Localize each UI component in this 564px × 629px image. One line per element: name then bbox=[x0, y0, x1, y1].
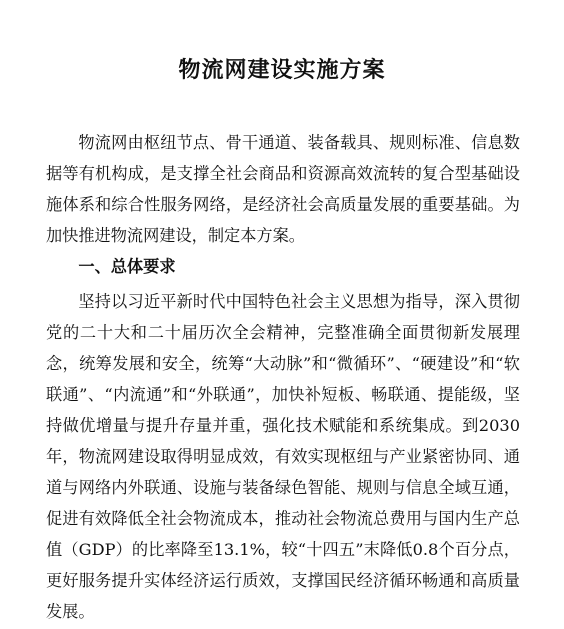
document-title: 物流网建设实施方案 bbox=[178, 58, 386, 83]
section-heading: 一、总体要求 bbox=[78, 257, 176, 276]
section-body-paragraph: 坚持以习近平新时代中国特色社会主义思想为指导，深入贯彻党的二十大和二十届历次全会精神，完整准确全面贯彻新发展理念，统筹发展和安全，统筹“大动脉”和“微循环”、“硬建设”和“软联通”、“内流通”和“外联通”，加快补短板、畅联通、提能级，坚持做优增量与提升存量并重，强化技术赋能和系统集成。到2030年，物流网建设取得明显成效，有效实现枢纽与产业紧密协同、通道与网络内外联通、设施与装备绿色智能、规则与信息全域互通，促进有效降低全社会物流成本，推动社会物流总费用与国内生产总值（GDP）的比率降至13.1%，较“十四五”末降低0.8个百分点，更好服务提升实体经济运行质效，支撑国民经济循环畅通和高质量发展。 bbox=[46, 292, 520, 621]
intro-paragraph: 物流网由枢纽节点、骨干通道、装备载具、规则标准、信息数据等有机构成，是支撑全社会商品和资源高效流转的复合型基础设施体系和综合性服务网络，是经济社会高质量发展的重要基础。为加快推进物流网建设，制定本方案。 bbox=[46, 133, 520, 245]
